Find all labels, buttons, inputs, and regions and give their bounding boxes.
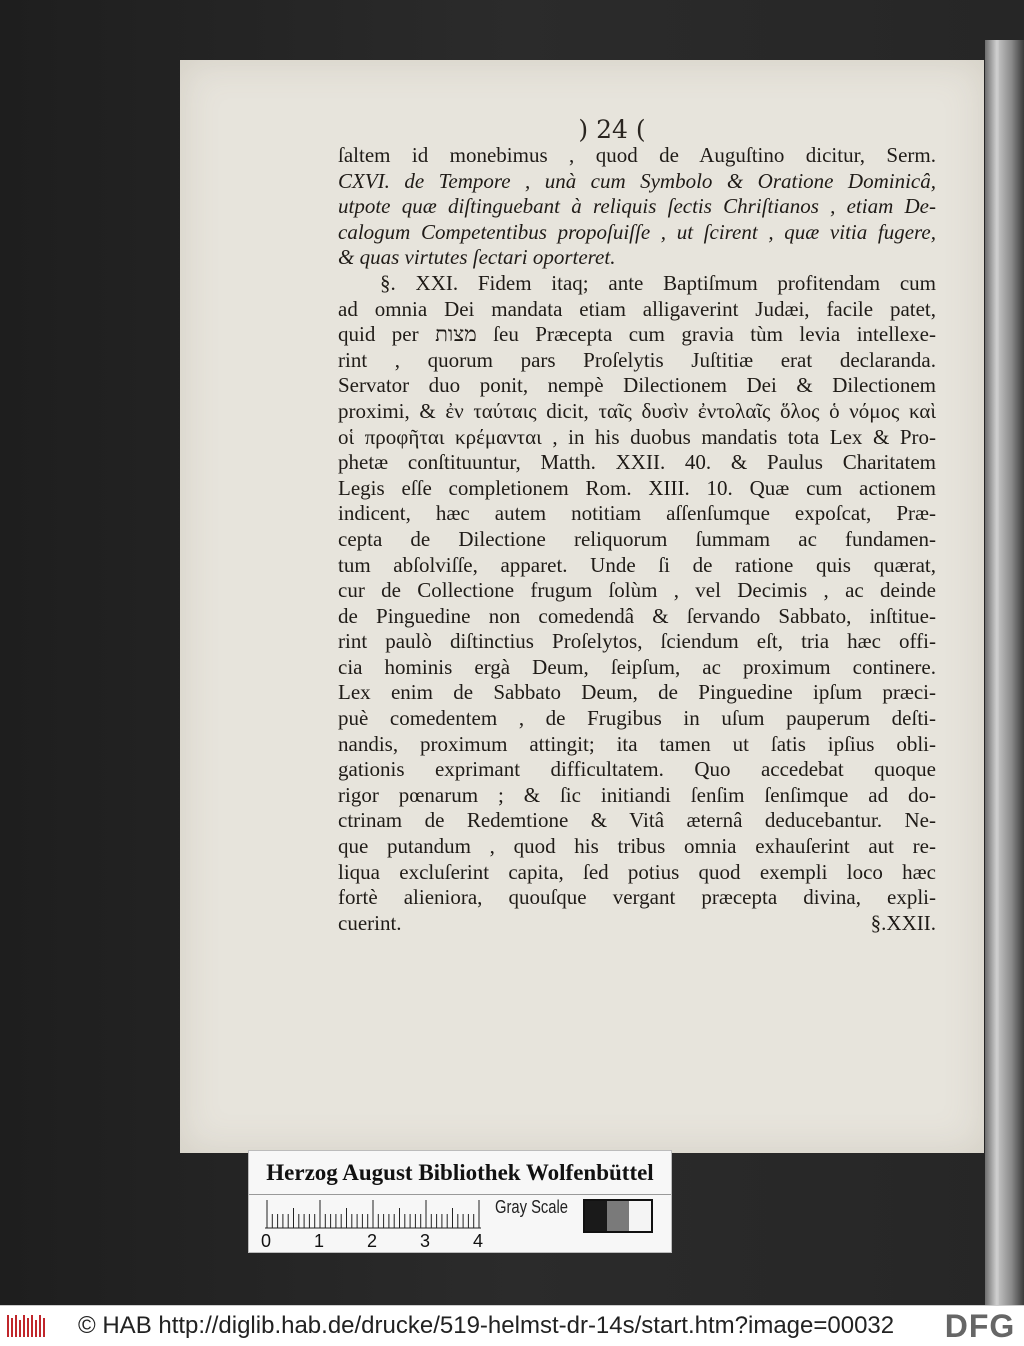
text-line: tum abſolviſſe, apparet. Unde ſi de ratione quis quærat, bbox=[338, 552, 936, 577]
text-line: ſaltem id monebimus , quod de Auguſtino dicitur, Serm. bbox=[338, 143, 936, 167]
text-line: Servator duo ponit, nempè Dilectionem Dei & Dilectionem bbox=[338, 373, 936, 398]
ruler-label: 0 bbox=[261, 1231, 272, 1251]
library-name: Herzog August Bibliothek Wolfenbüttel bbox=[249, 1151, 671, 1195]
text-line: ad omnia Dei mandata etiam alligaverint Judæi, facile patet, bbox=[338, 296, 936, 321]
text-line: rigor pœnarum ; & ſic initiandi ſenſim ſenſimque ad do- bbox=[338, 782, 936, 807]
text-line: cia hominis ergà Deum, ſeipſum, ac proximum continere. bbox=[338, 654, 936, 679]
text-line: quid per מצות ſeu Præcepta cum gravia tùm levia intellexe- bbox=[338, 322, 936, 347]
text-line: liqua excluſerint capita, ſed potius quod exempli loco hæc bbox=[338, 859, 936, 884]
book-edge-shade bbox=[999, 40, 1024, 1305]
text-line: §. XXI. Fidem itaq; ante Baptiſmum profitendam cum bbox=[380, 270, 936, 295]
text-line: Lex enim de Sabbato Deum, de Pinguedine ipſum præci- bbox=[338, 680, 936, 705]
gray-scale-label: Gray Scale bbox=[495, 1197, 569, 1217]
text-line: de Pinguedine non comedendâ & ſervando Sabbato, inſtitue- bbox=[338, 603, 936, 628]
page-number: ) 24 ( bbox=[578, 115, 646, 144]
text-line: rint paulò diſtinctius Proſelytos, ſciendum eſt, tria hæc offi- bbox=[338, 629, 936, 654]
book-edge bbox=[985, 40, 1024, 1305]
text-line: Legis eſſe completionem Rom. XIII. 10. Quæ cum actionem bbox=[338, 475, 936, 500]
ruler-label: 1 bbox=[314, 1231, 325, 1251]
text-line: & quas virtutes ſectari oporteret. bbox=[338, 245, 616, 270]
text-line: phetæ conſtituuntur, Matth. XXII. 40. & Paulus Charitatem bbox=[338, 450, 936, 475]
source-url[interactable]: © HAB http://diglib.hab.de/drucke/519-helmst-dr-14s/start.htm?image=00032 bbox=[78, 1312, 895, 1339]
text-line: οἱ προφῆται κρέμανται , in his duobus mandatis tota Lex & Pro- bbox=[338, 424, 936, 449]
ruler-labels bbox=[261, 1231, 491, 1251]
gray-swatch bbox=[629, 1201, 651, 1231]
catchword: §.XXII. bbox=[870, 910, 936, 935]
text-line: cur de Collectione frugum ſolùm , vel Decimis , ac deinde bbox=[338, 578, 936, 603]
text-line: ctrinam de Redemtione & Vitâ æternâ deducebantur. Ne- bbox=[338, 808, 936, 833]
document-page bbox=[180, 60, 984, 1153]
ruler-label: 4 bbox=[473, 1231, 484, 1251]
final-line bbox=[338, 911, 936, 937]
dfg-logo: DFG bbox=[936, 1306, 1024, 1346]
text-line: proximi, & ἐν ταύταις dicit, ταῖς δυσὶν ἐντολαῖς ὅλος ὁ νόμος καὶ bbox=[338, 398, 936, 423]
text-line: CXVI. de Tempore , unà cum Symbolo & Oratione Dominicâ, bbox=[338, 168, 936, 193]
hab-logo-icon bbox=[6, 1312, 46, 1340]
text-line: nandis, proximum attingit; ita tamen ut ſatis ipſius obli- bbox=[338, 731, 936, 756]
gray-swatch bbox=[585, 1201, 607, 1231]
footer-bar bbox=[0, 1305, 1024, 1346]
text-line: fortè alieniora, quouſque vergant præcepta divina, expli- bbox=[338, 885, 936, 910]
text-line: indicent, hæc autem notitiam aſſenſumque expoſcat, Præ- bbox=[338, 501, 936, 526]
ruler-label: 3 bbox=[420, 1231, 431, 1251]
text-line: rint , quorum pars Proſelytis Juſtitiæ erat declaranda. bbox=[338, 347, 936, 372]
text-block bbox=[338, 143, 936, 936]
final-line-text: cuerint. bbox=[338, 910, 402, 935]
gray-swatch bbox=[607, 1201, 629, 1231]
gray-scale-swatches bbox=[583, 1199, 653, 1233]
text-line: cepta de Dilectione reliquorum ſummam ac fundamen- bbox=[338, 526, 936, 551]
ruler-label: 2 bbox=[367, 1231, 378, 1251]
text-line: utpote quæ diſtinguebant à reliquis ſectis Chriſtianos , etiam De- bbox=[338, 194, 936, 219]
text-line: que putandum , quod his tribus omnia exhauſerint aut re- bbox=[338, 834, 936, 859]
ruler bbox=[265, 1199, 481, 1229]
text-line: gationis exprimant difficultatem. Quo accedebat quoque bbox=[338, 757, 936, 782]
text-line: puè comedentem , de Frugibus in uſum pauperum deſti- bbox=[338, 706, 936, 731]
text-line: calogum Competentibus propoſuiſſe , ut ſcirent , quæ vitia fugere, bbox=[338, 219, 936, 244]
library-card bbox=[248, 1150, 672, 1253]
